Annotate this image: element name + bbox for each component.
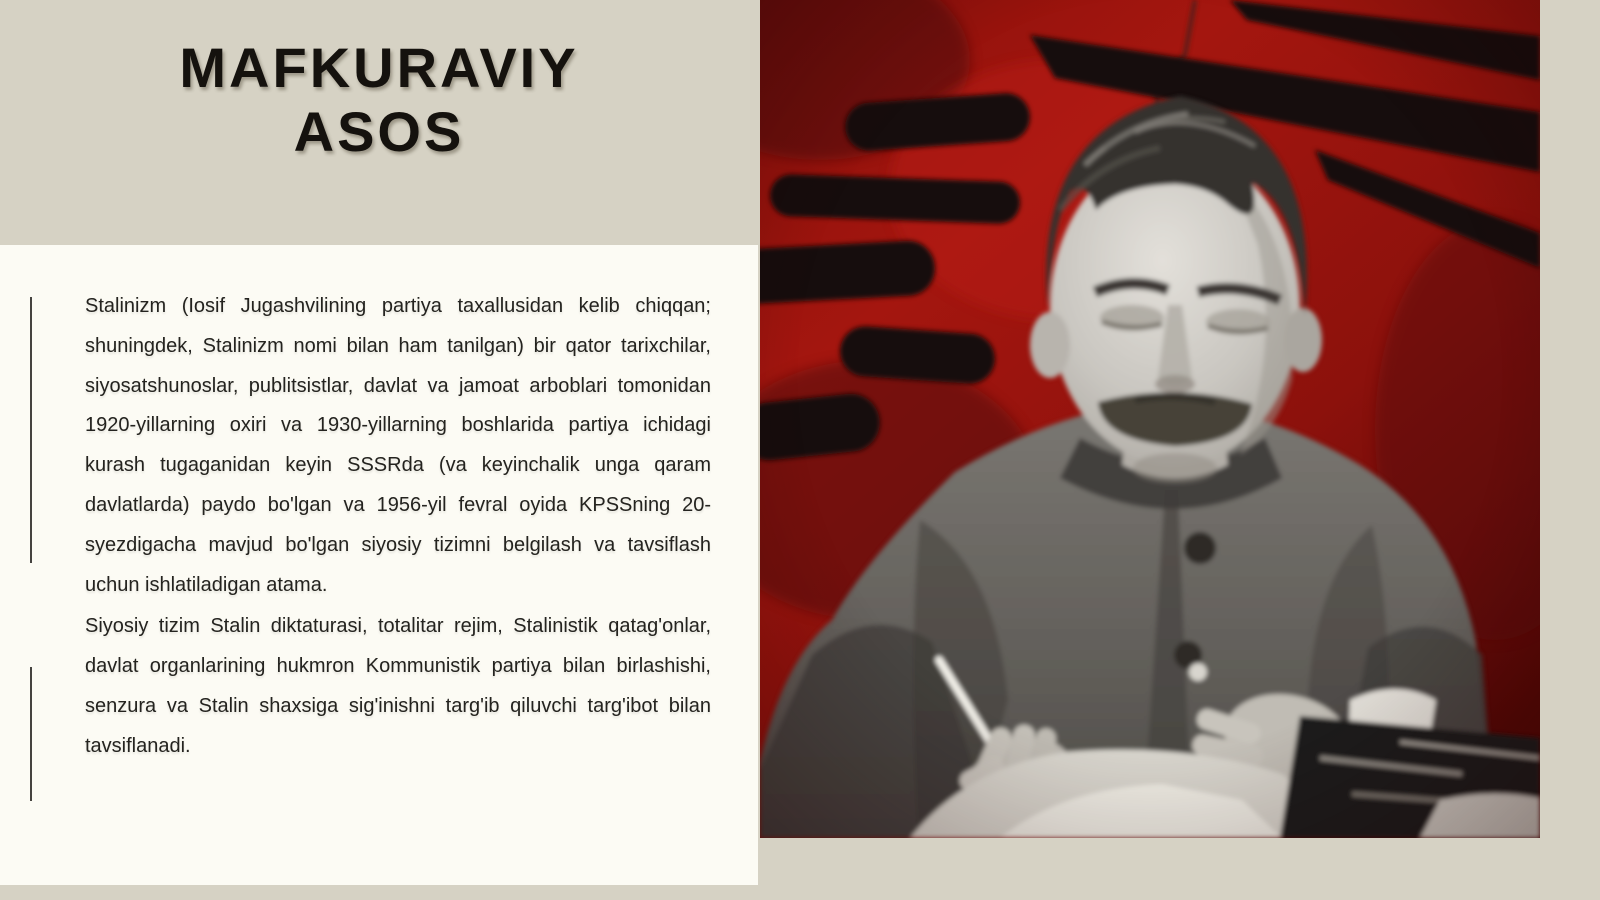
body-text [85,287,711,769]
page-title [0,36,758,164]
vignette-overlay [760,0,1540,838]
accent-bar-2 [30,667,32,801]
title-line-1: MAFKURAVIY [179,36,579,99]
content-panel [0,245,758,885]
paragraph-1: Stalinizm (Iosif Jugashvilining partiya taxallusidan kelib chiqqan; shuningdek, Stalinizm nomi bilan ham tanilgan) bir qator tarixchilar, siyosatshunoslar, publitsistlar, davlat va jamoat arboblari tomonidan 1920-yillarning oxiri va 1930-yillarning boshlarida partiya ichidagi kurash tugaganidan keyin SSSRda (va keyinchalik unga qaram davlatlarda) paydo bo'lgan va 1956-yil fevral oyida KPSSning 20-syezdigacha mavjud bo'lgan siyosiy tizimni belgilash va tavsiflash uchun ishlatiladigan atama. [85,295,711,596]
stalin-photo-graphic [760,0,1540,838]
accent-bar-1 [30,297,32,563]
paragraph-2: Siyosiy tizim Stalin diktaturasi, totalitar rejim, Stalinistik qatag'onlar, davlat organlarining hukmron Kommunistik partiya bilan birlashishi, senzura va Stalin shaxsiga sig'inishni targ'ib qiluvchi targ'ibot bilan tavsiflanadi. [85,615,711,757]
stalin-photo [760,0,1540,838]
title-line-2: ASOS [293,100,465,163]
